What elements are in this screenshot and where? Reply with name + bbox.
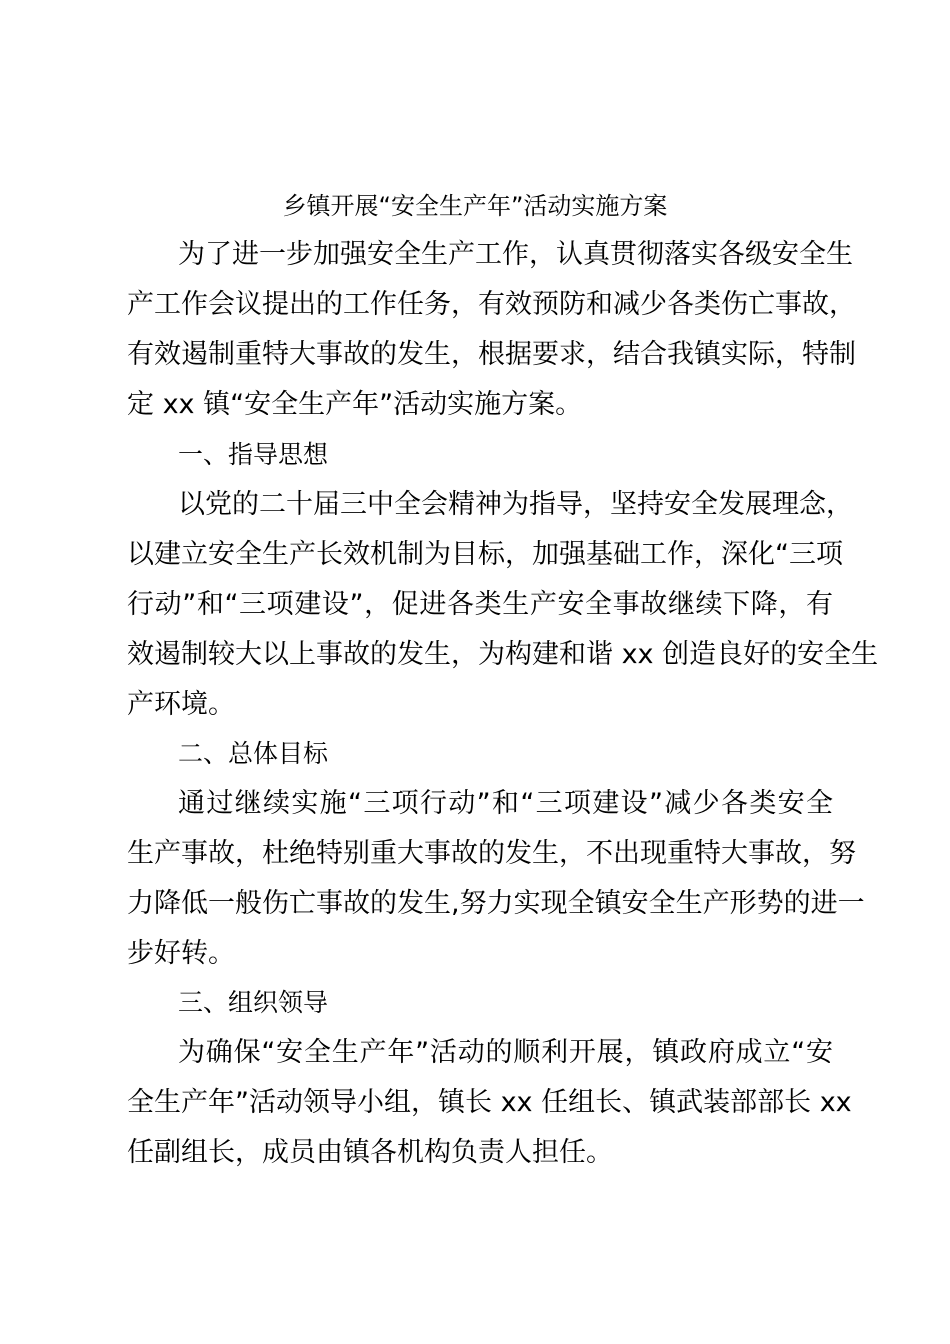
section-3-line-3: 任副组长，成员由镇各机构负责人担任。 [127, 1137, 613, 1168]
section-2-line-3: 力降低一般伤亡事故的发生,努力实现全镇安全生产形势的进一 [127, 888, 865, 919]
intro-line-1: 为了进一步加强安全生产工作，认真贯彻落实各级安全生 [178, 239, 853, 270]
intro-line-2: 产工作会议提出的工作任务，有效预防和减少各类伤亡事故， [127, 289, 856, 320]
section-1-line-3: 行动”和“三项建设”，促进各类生产安全事故继续下降，有 [127, 589, 833, 620]
section-3-line-2: 全生产年”活动领导小组，镇长 xx 任组长、镇武装部部长 xx [127, 1087, 852, 1118]
section-3-heading: 三、组织领导 [178, 988, 329, 1017]
section-1-line-2: 以建立安全生产长效机制为目标，加强基础工作，深化“三项 [127, 539, 843, 570]
section-2-heading: 二、总体目标 [178, 739, 329, 768]
document-title: 乡镇开展“安全生产年”活动实施方案 [282, 192, 668, 220]
section-1-line-5: 产环境。 [127, 689, 235, 720]
section-1-heading: 一、指导思想 [178, 440, 329, 469]
intro-line-4: 定 xx 镇“安全生产年”活动实施方案。 [127, 389, 583, 420]
section-1-line-4: 效遏制较大以上事故的发生，为构建和谐 xx 创造良好的安全生 [127, 639, 879, 670]
section-2-line-2: 生产事故，杜绝特别重大事故的发生，不出现重特大事故，努 [127, 838, 856, 869]
section-2-line-4: 步好转。 [127, 938, 235, 969]
intro-line-3: 有效遏制重特大事故的发生，根据要求，结合我镇实际，特制 [127, 339, 856, 370]
section-1-line-1: 以党的二十届三中全会精神为指导，坚持安全发展理念， [178, 489, 853, 520]
section-3-line-1: 为确保“安全生产年”活动的顺利开展，镇政府成立“安 [178, 1037, 833, 1068]
section-2-line-1: 通过继续实施“三项行动”和“三项建设”减少各类安全 [178, 788, 833, 819]
